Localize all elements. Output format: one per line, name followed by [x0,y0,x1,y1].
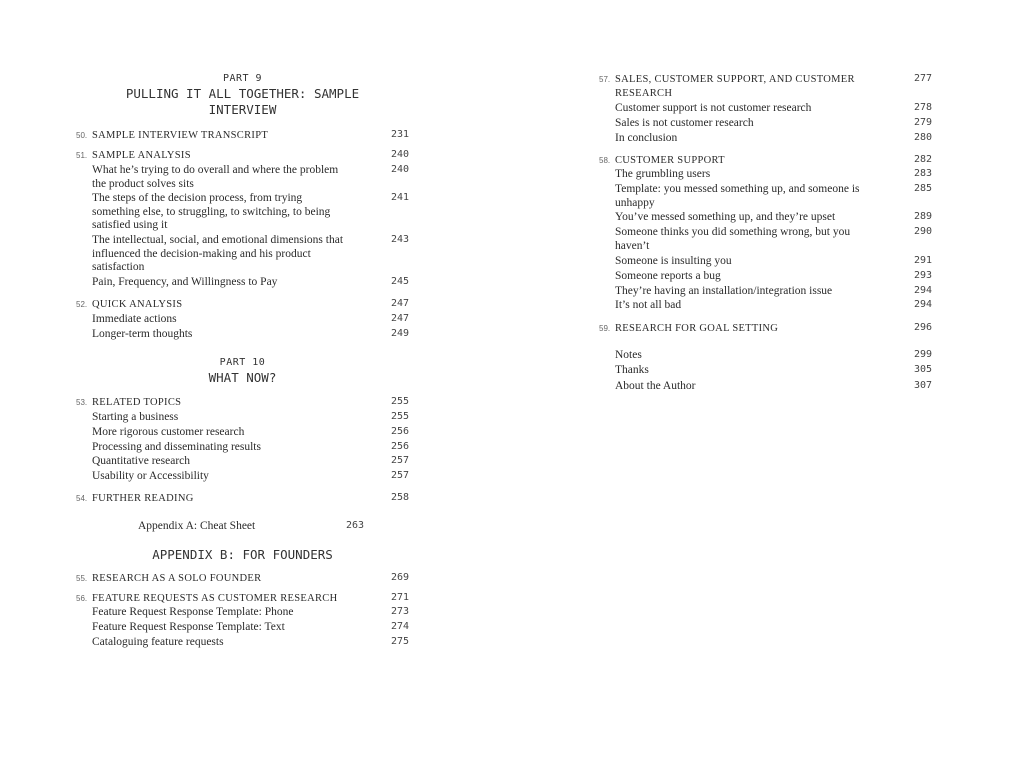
page-number: 247 [390,298,409,309]
page-number: 282 [913,154,932,165]
page-number: 274 [390,621,409,632]
page-number: 273 [390,606,409,617]
chapter-title: RESEARCH FOR GOAL SETTING [615,323,779,334]
chapter-title: QUICK ANALYSIS [92,299,183,310]
page-number: 257 [390,470,409,481]
section-title-line: The intellectual, social, and emotional dimensions that [92,234,344,246]
page-number: 296 [913,322,932,333]
section-title-line: Customer support is not customer research [615,102,812,114]
page-number: 241 [390,192,409,203]
page-number: 245 [390,276,409,287]
section-title-line: More rigorous customer research [92,426,245,438]
section-title-line: satisfied using it [92,219,168,231]
page-number: 279 [913,117,932,128]
page-number: 277 [913,73,932,84]
part-10-header [76,357,409,386]
chapter-title-line: RESEARCH [615,87,673,99]
page-number: 290 [913,226,932,237]
page-number: 256 [390,441,409,452]
page-number: 289 [913,211,932,222]
section-title-line: Quantitative research [92,455,191,467]
chapter-number: 57. [599,75,611,84]
part-10-label: PART 10 [219,357,266,368]
part-9-label: PART 9 [222,73,263,84]
section-title-line: In conclusion [615,132,678,144]
page-number: 240 [390,164,409,175]
page-number: 278 [913,102,932,113]
page-number: 258 [390,492,409,503]
appendix-b-title: APPENDIX B: FOR FOUNDERS [152,547,333,562]
chapter-title: RELATED TOPICS [92,397,182,408]
part-9-header [76,73,409,118]
section-title-line: Someone is insulting you [615,255,732,267]
page-number: 269 [390,572,409,583]
chapter-title: FEATURE REQUESTS AS CUSTOMER RESEARCH [92,593,338,604]
section-title-line: satisfaction [92,261,145,273]
chapter-title: CUSTOMER SUPPORT [615,155,725,166]
section-title-line: Someone reports a bug [615,270,721,282]
section-title-line: Longer-term thoughts [92,328,193,340]
page-number: 285 [913,183,932,194]
section-title-line: Immediate actions [92,313,177,325]
page-number: 243 [390,234,409,245]
back-matter-title: Thanks [615,364,649,376]
page-number: 294 [913,299,932,310]
page-number: 294 [913,285,932,296]
section-title-line: Feature Request Response Template: Text [92,621,285,633]
section-title-line: The grumbling users [615,168,711,180]
section-title-line: influenced the decision-making and his product [92,247,311,260]
page-number: 256 [390,426,409,437]
page-number: 255 [390,396,409,407]
section-title-line: Pain, Frequency, and Willingness to Pay [92,276,278,288]
chapter-number: 54. [76,494,88,503]
appendix-a-title: Appendix A: Cheat Sheet [138,520,256,532]
chapter-number: 53. [76,398,88,407]
page-number: 255 [390,411,409,422]
section-title-line: the product solves sits [92,177,194,190]
section-title-line: Cataloguing feature requests [92,636,224,648]
page-number: 257 [390,455,409,466]
page-number: 249 [390,328,409,339]
section-title-line: It’s not all bad [615,299,682,311]
section-title-line: Processing and disseminating results [92,441,261,453]
page-number: 299 [913,349,932,360]
page-number: 307 [913,380,932,391]
page-number: 293 [913,270,932,281]
section-title-line: They’re having an installation/integration issue [615,285,833,297]
chapter-number: 52. [76,300,88,309]
page-number: 275 [390,636,409,647]
chapter-title: FURTHER READING [92,493,194,504]
chapter-title: SAMPLE ANALYSIS [92,150,191,161]
page-number: 280 [913,132,932,143]
chapter-number: 55. [76,574,88,583]
section-title-line: Sales is not customer research [615,117,754,129]
part-10-title: WHAT NOW? [208,370,277,385]
section-title-line: Feature Request Response Template: Phone [92,606,294,618]
page-number: 240 [390,149,409,160]
section-title-line: You’ve messed something up, and they’re upset [615,211,836,223]
chapter-number: 51. [76,151,88,160]
appendix-b-header [76,547,409,563]
section-title-line: Usability or Accessibility [92,470,209,482]
section-title-line: Template: you messed something up, and someone is [615,183,860,195]
page-number: 231 [390,129,409,140]
chapter-title: RESEARCH AS A SOLO FOUNDER [92,573,262,584]
chapter-number: 58. [599,156,611,165]
page-number: 291 [913,255,932,266]
section-title-line: unhappy [615,196,655,209]
chapter-title-line: SALES, CUSTOMER SUPPORT, AND CUSTOMER [615,74,855,85]
page-number: 283 [913,168,932,179]
section-title-line: The steps of the decision process, from trying [92,192,303,204]
part-9-title-line1: PULLING IT ALL TOGETHER: SAMPLE [125,86,360,101]
page-number: 305 [913,364,932,375]
back-matter-title: About the Author [615,380,696,392]
page-number: 263 [345,520,364,531]
chapter-number: 56. [76,594,88,603]
chapter-number: 50. [76,131,88,140]
section-title-line: Someone thinks you did something wrong, but you [615,226,851,238]
chapter-title: SAMPLE INTERVIEW TRANSCRIPT [92,130,269,141]
chapter-number: 59. [599,324,611,333]
section-title-line: haven’t [615,239,650,252]
page-number: 247 [390,313,409,324]
page-number: 271 [390,592,409,603]
section-title-line: Starting a business [92,411,179,423]
section-title-line: something else, to struggling, to switching, to being [92,205,331,218]
back-matter-title: Notes [615,349,642,361]
part-9-title-line2: INTERVIEW [208,102,277,117]
section-title-line: What he’s trying to do overall and where the problem [92,164,339,176]
